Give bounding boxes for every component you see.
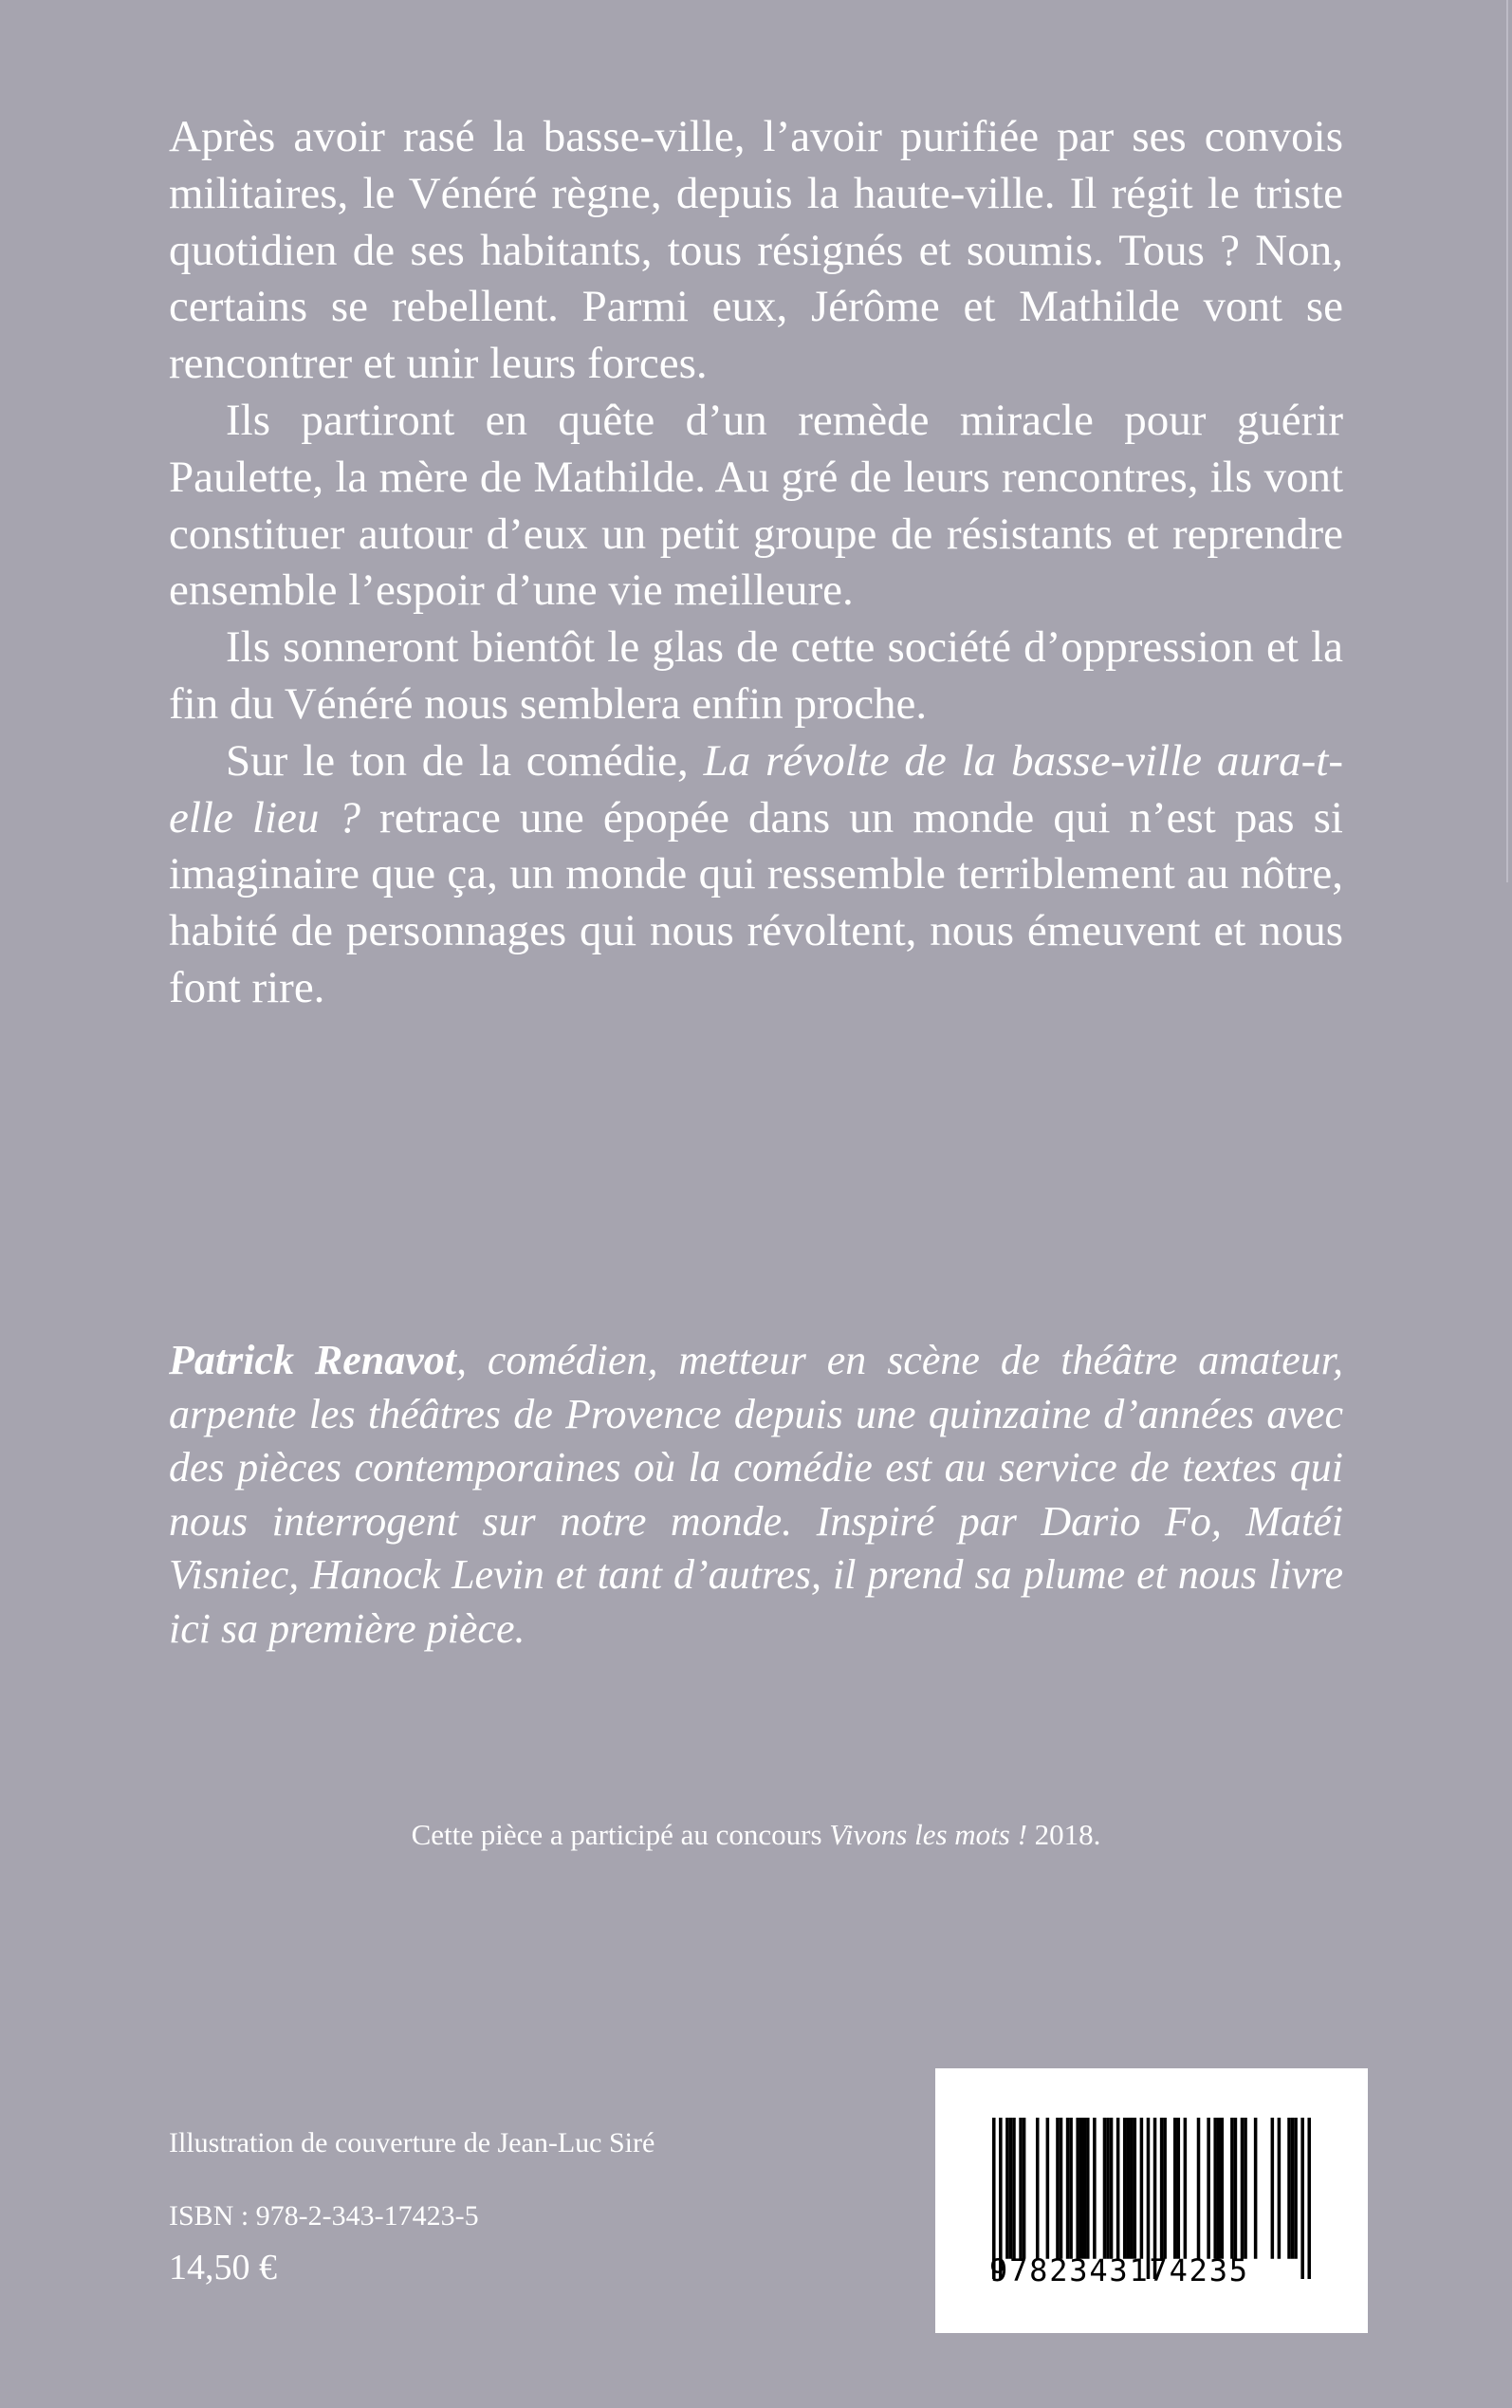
barcode-digits: 9782343174235 <box>989 2252 1249 2288</box>
barcode-bar <box>1005 2118 1009 2259</box>
synopsis-paragraph-2: Ils partiront en quête d’un remède miracle pour guérir Paulette, la mère de Mathilde. Au gré de leurs rencontres, ils vont constituer autour d’eux un petit groupe de résistants et reprendre ensemble l’espoir d’une vie meilleure. <box>169 395 1343 616</box>
barcode-bar <box>1086 2118 1090 2259</box>
barcode-bar <box>1163 2118 1167 2259</box>
barcode-bar <box>1036 2118 1040 2259</box>
synopsis-text <box>169 109 1343 1017</box>
barcode-bar <box>1060 2118 1063 2259</box>
barcode-bar <box>1130 2118 1134 2259</box>
author-bio <box>169 1334 1343 1656</box>
contest-name: Vivons les mots ! <box>829 1818 1027 1851</box>
barcode-bar <box>1234 2118 1238 2259</box>
synopsis-paragraph-4-rest: retrace une épopée dans un monde qui n’est pas si imaginaire que ça, un monde qui ressemble terriblement au nôtre, habité de personnages qui nous révoltent, nous émeuvent et nous font rire. <box>169 792 1343 1012</box>
barcode-bar <box>1019 2118 1023 2259</box>
barcode-bar <box>1244 2118 1247 2259</box>
synopsis-paragraph-3: Ils sonneront bientôt le glas de cette société d’oppression et la fin du Vénéré nous semblera enfin proche. <box>169 622 1343 729</box>
synopsis-paragraph-4 <box>169 733 1343 1017</box>
author-name: Patrick Renavot <box>169 1337 456 1383</box>
barcode-bar <box>1093 2118 1097 2259</box>
barcode-bar <box>1217 2118 1221 2259</box>
barcode-bar <box>1287 2118 1291 2259</box>
barcode-bar <box>1134 2118 1137 2259</box>
barcode-bar <box>1278 2118 1282 2259</box>
barcode-panel <box>935 2068 1368 2333</box>
barcode-bar <box>1221 2118 1225 2259</box>
cover-illustration-credit: Illustration de couverture de Jean-Luc Siré <box>169 2127 655 2158</box>
author-bio-text: , comédien, metteur en scène de théâtre amateur, arpente les théâtres de Provence depuis une quinzaine d’années avec des pièces contemporaines où la comédie est au service de textes qui nous interrogent sur notre monde. Inspiré par Dario Fo, Matéi Visniec, Hanock Levin et tant d’autres, il prend sa plume et nous livre ici sa première pièce. <box>169 1337 1343 1652</box>
barcode-bar <box>1241 2118 1245 2259</box>
barcode-bar <box>1123 2118 1127 2259</box>
isbn-number: ISBN : 978-2-343-17423-5 <box>169 2200 479 2232</box>
barcode-bar <box>1103 2118 1107 2259</box>
barcode-bar <box>1046 2118 1050 2259</box>
contest-note <box>0 1816 1512 1854</box>
barcode-bar <box>1271 2118 1275 2259</box>
barcode-bar <box>1173 2118 1177 2259</box>
synopsis-paragraph-1: Après avoir rasé la basse-ville, l’avoir purifiée par ses convois militaires, le Vénéré règne, depuis la haute-ville. Il régit le triste quotidien de ses habitants, tous résignés et soumis. Tous ? Non, certains se rebellent. Parmi eux, Jérôme et Mathilde vont se rencontrer et unir leurs forces. <box>169 112 1343 389</box>
barcode-bar <box>1116 2118 1120 2259</box>
barcode-bar <box>1126 2118 1130 2259</box>
synopsis-paragraph-4-lead: Sur le ton de la comédie, <box>226 735 704 786</box>
barcode-bar <box>1106 2118 1110 2259</box>
barcode-bar <box>1012 2118 1016 2259</box>
barcode-bar <box>1009 2118 1013 2259</box>
barcode-bar <box>1213 2118 1217 2259</box>
barcode-bar <box>1177 2118 1181 2259</box>
contest-year: 2018. <box>1026 1818 1101 1851</box>
barcode-bar <box>1197 2118 1201 2259</box>
barcode-bar <box>1082 2118 1086 2259</box>
barcode-bar <box>1254 2118 1258 2259</box>
price: 14,50 € <box>169 2248 277 2288</box>
barcode-bar <box>1294 2118 1298 2259</box>
barcode-bar <box>1160 2118 1164 2259</box>
spine-edge-line <box>1506 0 1508 882</box>
barcode-bar <box>1110 2118 1114 2259</box>
barcode-bar <box>1076 2118 1079 2259</box>
barcode-bar <box>1056 2118 1060 2259</box>
barcode-bar <box>1207 2118 1210 2259</box>
barcode-bar <box>1184 2118 1188 2259</box>
barcode-bar <box>1023 2118 1026 2259</box>
barcode-bar <box>1069 2118 1073 2259</box>
barcode-bar <box>1140 2118 1144 2259</box>
contest-note-lead: Cette pièce a participé au concours <box>411 1818 830 1851</box>
barcode-bar <box>1291 2118 1295 2259</box>
barcode-bar <box>1230 2118 1234 2259</box>
barcode-bar <box>1066 2118 1070 2259</box>
barcode-bar <box>1079 2118 1083 2259</box>
book-title-italic: La révolte de la basse-ville aura-t-elle lieu ? <box>169 735 1343 843</box>
